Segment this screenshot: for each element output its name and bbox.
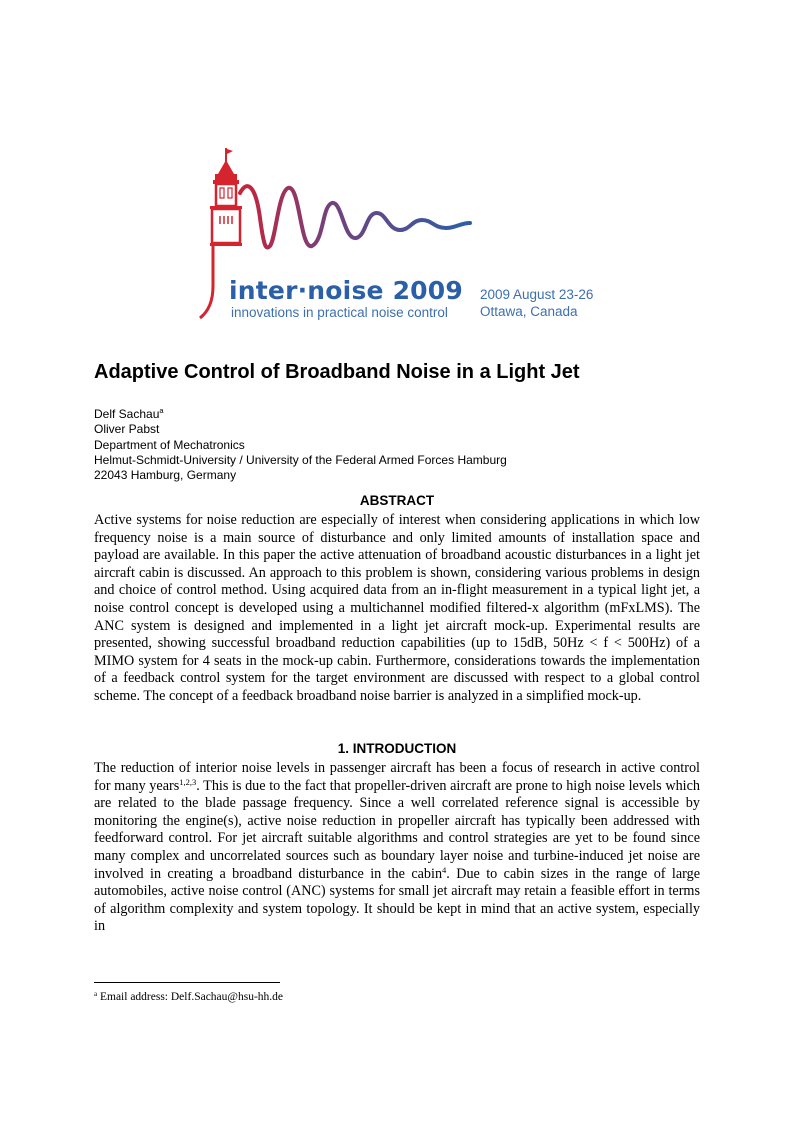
abstract-text: Active systems for noise reduction are especially of interest when considering applications in which low frequency noise is a main source of disturbance and only limited amounts of installation space and payload are available. In this paper the active attenuation of broadband acoustic disturbances in a light jet aircraft cabin is discussed. An approach to this problem is shown, considering various problems in design and choice of control method. Using acquired data from an in-flight measurement in a typical light jet, a noise control concept is developed using a multichannel modified filtered-x algorithm (mFxLMS). The ANC system is designed and implemented in a light jet aircraft mock-up. Experimental results are presented, showing successful broadband reduction capabilities (up to 15dB, 50Hz < f < 500Hz) of a MIMO system for 4 seats in the mock-up cabin. Furthermore, considerations towards the implementation of a feedback control system for the target environment are discussed with respect to a global control scheme. The concept of a feedback broadband noise barrier is analyzed in a simplified mock-up. [94, 512, 700, 704]
intro-text-part-1: The reduction of interior noise levels in passenger aircraft has been a focus of research in active control for many years [94, 760, 700, 794]
introduction-heading: 1. INTRODUCTION [337, 741, 457, 756]
author-block [94, 403, 507, 483]
conference-logo [196, 148, 616, 323]
intro-text-part-3: . Due to cabin sizes in the range of large automobiles, active noise control (ANC) systems for small jet aircraft may retain a feasible effort in terms of algorithm complexity and system topology. It should be kept in mind that an active system, especially in [94, 865, 700, 935]
sound-wave-graphic [240, 186, 470, 247]
conference-tagline: innovations in practical noise control [231, 305, 448, 320]
conference-date: 2009 August 23-26 [480, 287, 594, 302]
author-city: 22043 Hamburg, Germany [94, 468, 237, 483]
footnote [94, 990, 283, 1003]
conference-place: Ottawa, Canada [480, 304, 578, 319]
author-university: Helmut-Schmidt-University / University of the Federal Armed Forces Hamburg [94, 452, 507, 467]
abstract-heading: ABSTRACT [359, 493, 435, 508]
intro-text-part-2: . This is due to the fact that propeller-driven aircraft are prone to high noise levels which are related to the blade passage frequency. Since a well correlated reference signal is accessible by monitoring the engine(s), active noise reduction in propeller aircraft has typically been addressed with feedforward control. For jet aircraft suitable algorithms and control strategies are yet to be found since many complex and uncorrelated sources such as boundary layer noise and turbine-induced jet noise are involved in creating a broadband disturbance in the cabin [94, 777, 700, 882]
footnote-text: Email address: Delf.Sachau@hsu-hh.de [97, 991, 284, 1003]
author-1 [94, 403, 507, 422]
footnote-mark: a [94, 990, 98, 998]
paper-title: Adaptive Control of Broadband Noise in a Light Jet [94, 361, 580, 383]
author-1-footnote-mark: a [159, 406, 164, 415]
author-2: Oliver Pabst [94, 422, 160, 437]
citation-4: 4 [442, 864, 447, 875]
introduction-text [94, 760, 700, 936]
author-1-name: Delf Sachau [94, 407, 160, 421]
citation-1-2-3: 1,2,3 [179, 776, 197, 787]
conference-name: inter·noise 2009 [229, 276, 463, 305]
footnote-divider [94, 982, 280, 983]
author-department: Department of Mechatronics [94, 437, 245, 452]
